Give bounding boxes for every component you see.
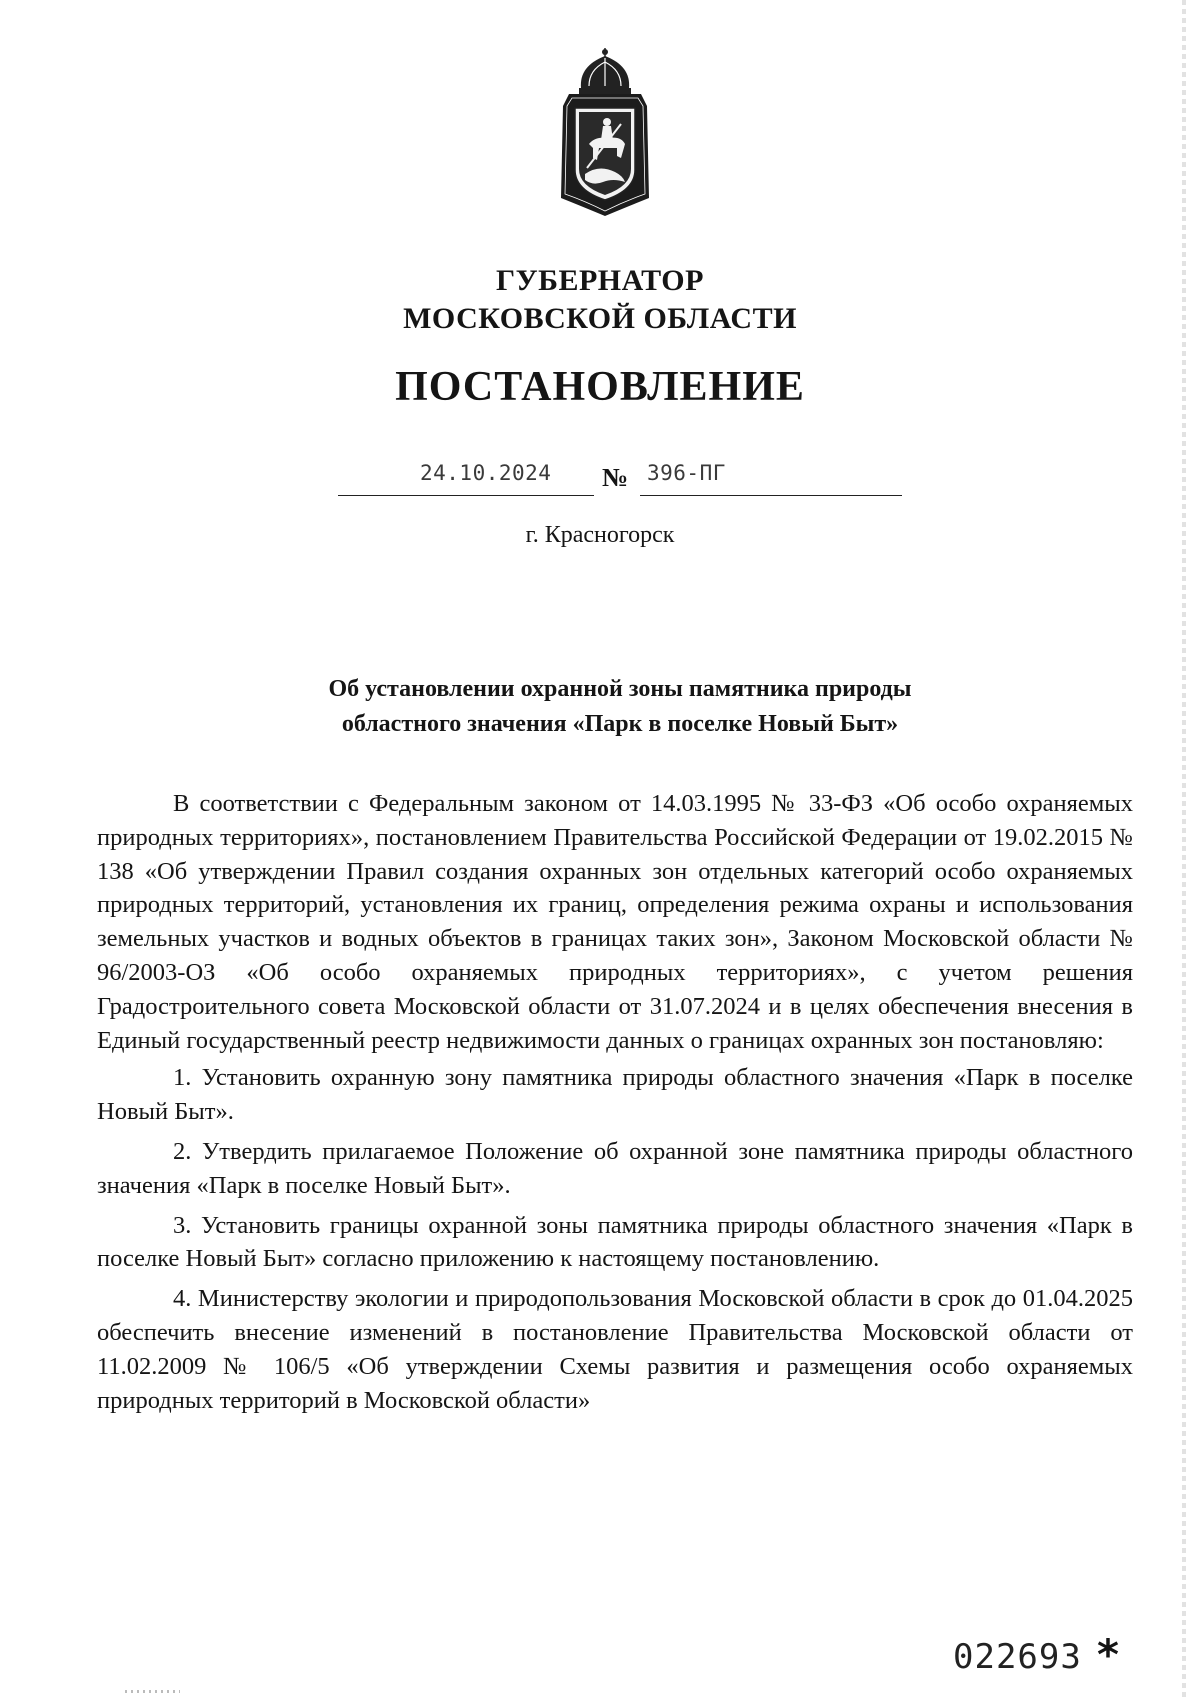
clause-1: 1. Установить охранную зону памятника природы областного значения «Парк в поселке Новый Быт». xyxy=(97,1064,1133,1126)
decree-number: 396-ПГ xyxy=(647,461,726,485)
number-underline xyxy=(640,495,902,496)
decree-date: 24.10.2024 xyxy=(420,461,552,485)
clause-4: 4. Министерству экологии и природопользования Московской области в срок до 01.04.2025 обеспечить внесение изменений в постановление Правительства Московской области от 11.02.2009 № 106/5 «Об утверждении Схемы развития и размещения особо охраняемых природных территорий в Московской области» xyxy=(97,1285,1133,1414)
scan-artifact xyxy=(125,1690,180,1693)
clause-3: 3. Установить границы охранной зоны памятника природы областного значения «Парк в поселке Новый Быт» согласно приложению к настоящему постановлению. xyxy=(97,1211,1133,1273)
document-type: ПОСТАНОВЛЕНИЕ xyxy=(395,364,805,410)
serial-number: 022693 xyxy=(953,1637,1082,1677)
document-title-line-2: областного значения «Парк в поселке Новый Быт» xyxy=(341,711,899,737)
document-title-line-1: Об установлении охранной зоны памятника природы xyxy=(328,676,912,702)
date-number-line xyxy=(0,455,1200,495)
coat-of-arms-icon xyxy=(559,48,651,218)
city: г. Красногорск xyxy=(525,522,675,548)
preamble-paragraph: В соответствии с Федеральным законом от 14.03.1995 № 33-ФЗ «Об особо охраняемых природных территориях», постановлением Правительства Российской Федерации от 19.02.2015 № 138 «Об утверждении Правил создания охранных зон отдельных категорий особо охраняемых природных территорий, установления их границ, определения режима охраны и использования земельных участков и водных объектов в границах таких зон», Законом Московской области № 96/2003-ОЗ «Об особо охраняемых природных территориях», с учетом решения Градостроительного совета Московской области от 31.07.2024 и в целях обеспечения внесения в Единый государственный реестр недвижимости данных о границах охранных зон постановляю: xyxy=(97,790,1133,1054)
serial-mark: * xyxy=(1097,1630,1119,1679)
authority-line-1: ГУБЕРНАТОР xyxy=(496,264,704,297)
authority-line-2: МОСКОВСКОЙ ОБЛАСТИ xyxy=(403,302,797,335)
clause-2: 2. Утвердить прилагаемое Положение об охранной зоне памятника природы областного значения «Парк в поселке Новый Быт». xyxy=(97,1137,1133,1199)
document-body xyxy=(97,787,1133,1423)
date-underline xyxy=(338,495,594,496)
number-sign: № xyxy=(602,463,629,492)
scan-edge xyxy=(1182,0,1186,1697)
